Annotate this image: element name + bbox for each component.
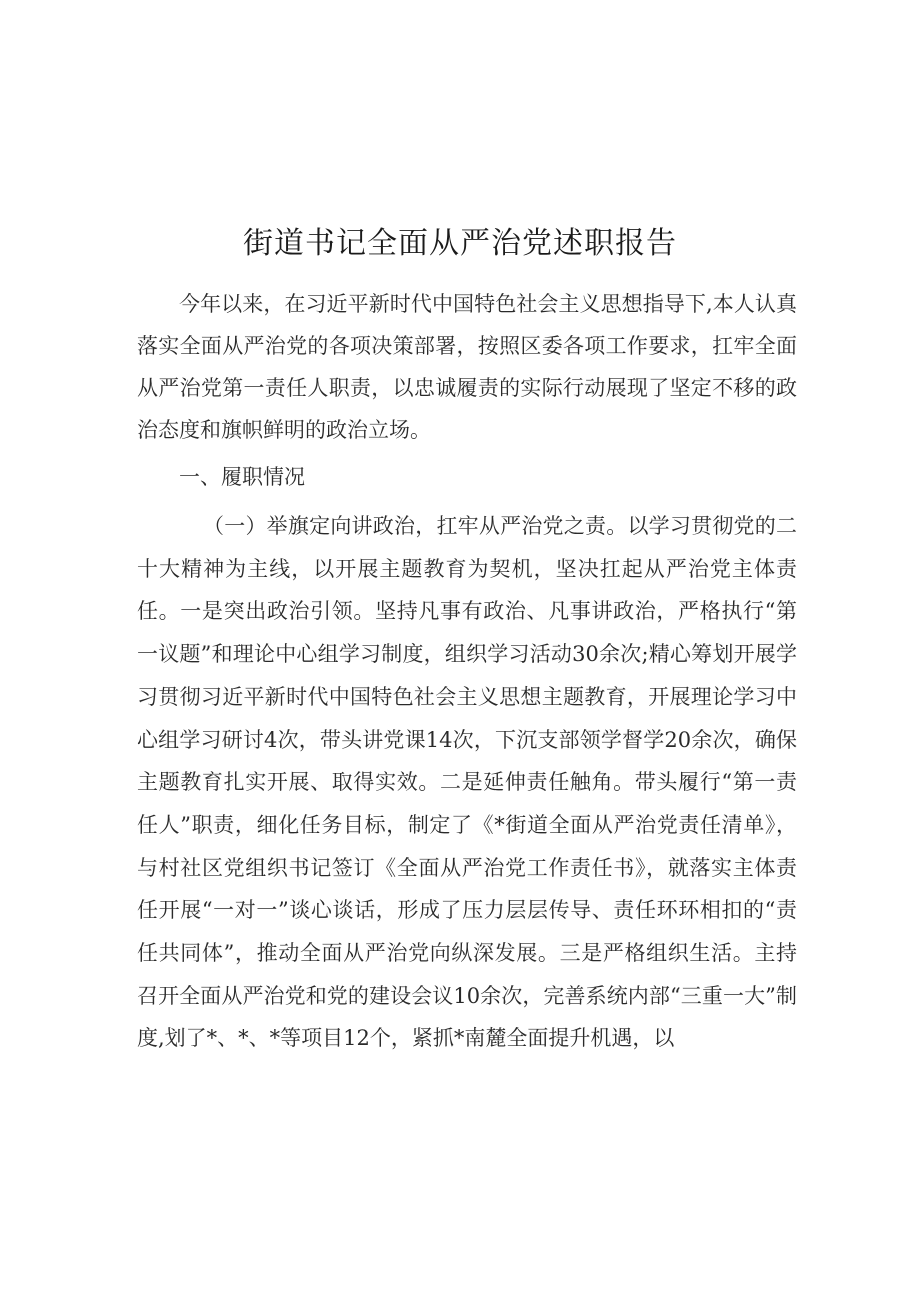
document-title: 街道书记全面从严治党述职报告	[243, 226, 677, 261]
intro-paragraph: 今年以来，在习近平新时代中国特色社会主义思想指导下,本人认真落实全面从严治党的各项决策部署，按照区委各项工作要求，扛牢全面从严治党第一责任人职责，以忠诚履责的实际行动展现了坚定不移的政治态度和旗帜鲜明的政治立场。	[137, 292, 797, 442]
body-paragraph: （一）举旗定向讲政治，扛牢从严治党之责。以学习贯彻党的二十大精神为主线，以开展主题教育为契机，坚决扛起从严治党主体责任。一是突出政治引领。坚持凡事有政治、凡事讲政治，严格执行“第一议题”和理论中心组学习制度，组织学习活动30余次;精心筹划开展学习贯彻习近平新时代中国特色社会主义思想主题教育，开展理论学习中心组学习研讨4次，带头讲党课14次，下沉支部领学督学20余次，确保主题教育扎实开展、取得实效。二是延伸责任触角。带头履行“第一责任人”职责，细化任务目标，制定了《*街道全面从严治党责任清单》，与村社区党组织书记签订《全面从严治党工作责任书》，就落实主体责任开展“一对一”谈心谈话，形成了压力层层传导、责任环环相扣的“责任共同体”，推动全面从严治党向纵深发展。三是严格组织生活。主持召开全面从严治党和党的建设会议10余次，完善系统内部“三重一大”制度,划了*、*、*等项目12个，紧抓*南麓全面提升机遇，以	[137, 514, 797, 1051]
section-heading: 一、履职情况	[179, 465, 305, 489]
